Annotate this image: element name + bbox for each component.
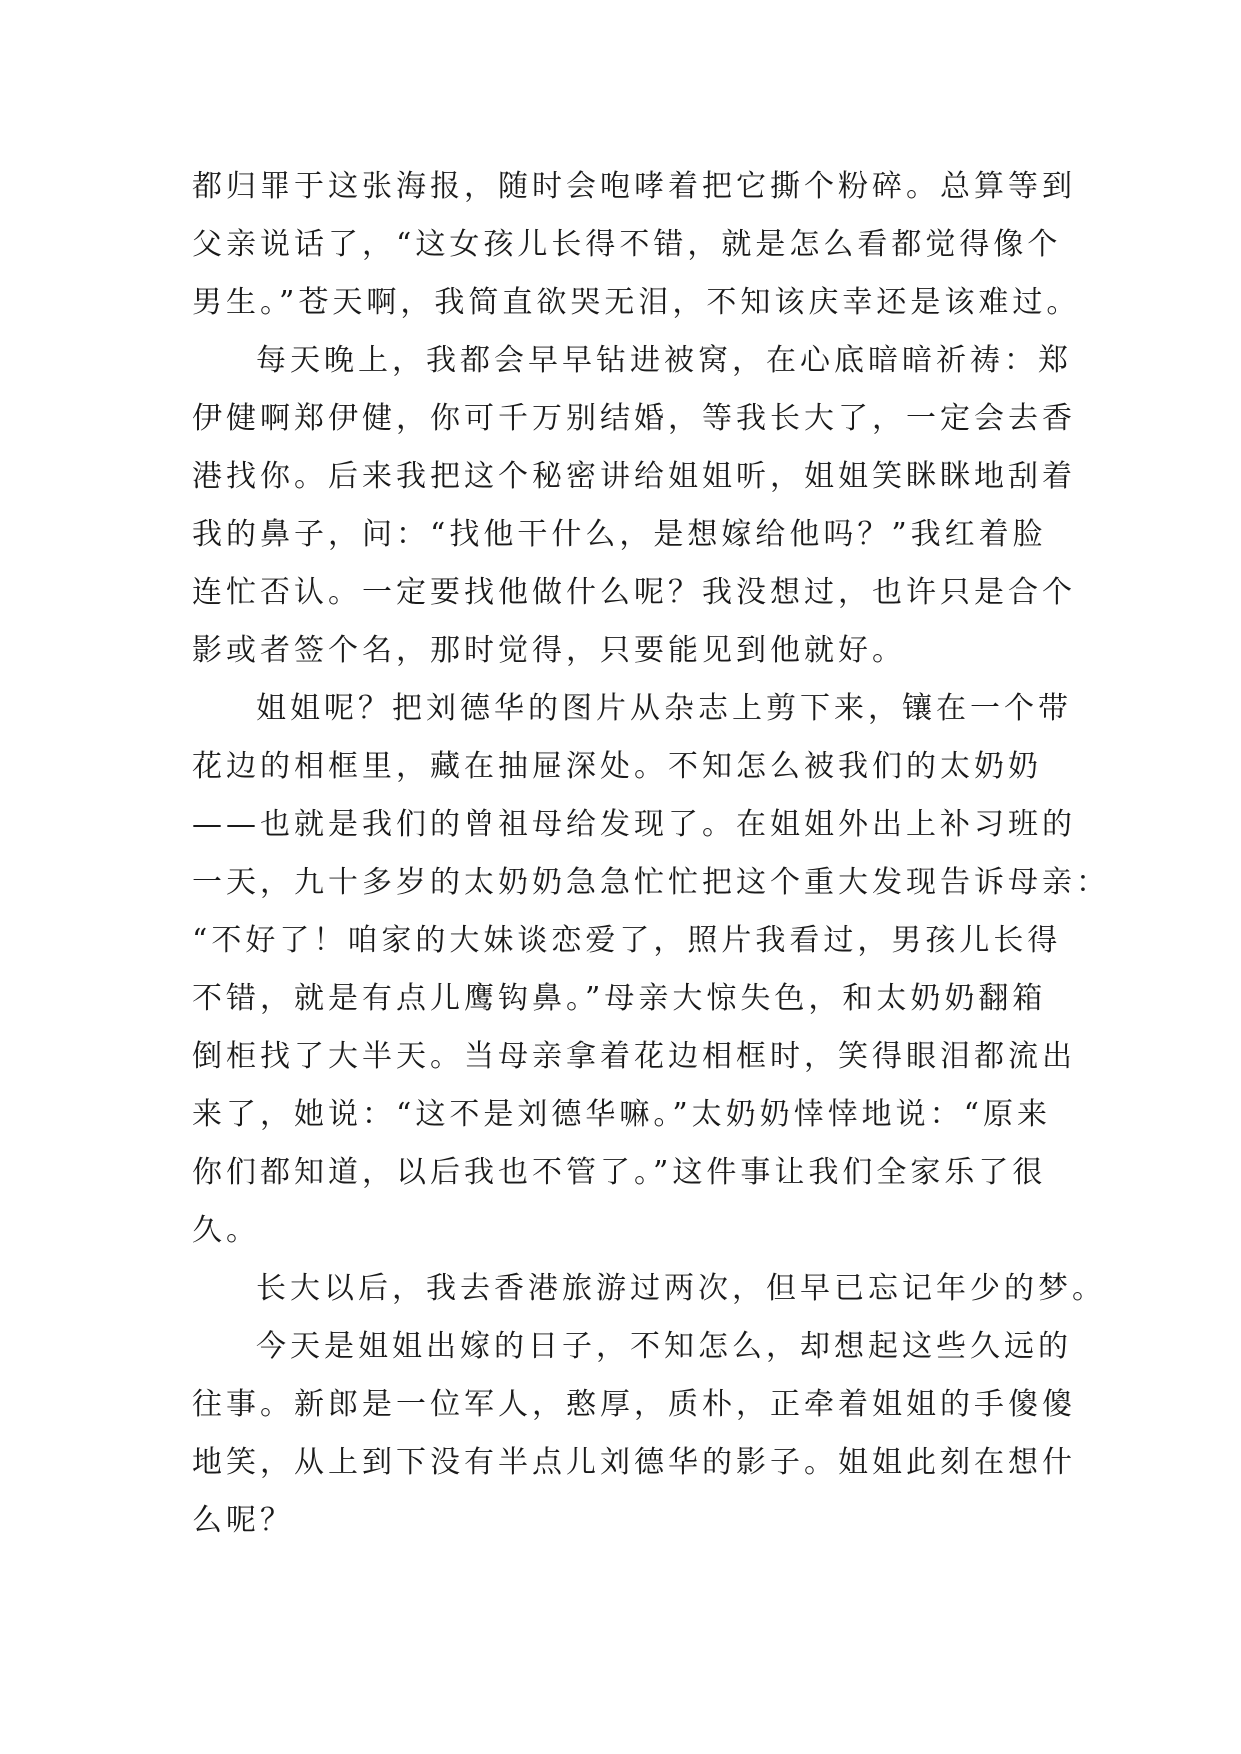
text-line: “不好了！咱家的大妹谈恋爱了，照片我看过，男孩儿长得 — [192, 923, 1062, 958]
text-line: 不错，就是有点儿鹰钩鼻。”母亲大惊失色，和太奶奶翻箱 — [192, 981, 1047, 1016]
text-line: 长大以后，我去香港旅游过两次，但早已忘记年少的梦。 — [256, 1271, 1106, 1306]
text-line: 男生。”苍天啊，我简直欲哭无泪，不知该庆幸还是该难过。 — [192, 285, 1081, 320]
text-line: 么呢？ — [192, 1503, 294, 1538]
text-line: 今天是姐姐出嫁的日子，不知怎么，却想起这些久远的 — [256, 1329, 1072, 1364]
text-line: 影或者签个名，那时觉得，只要能见到他就好。 — [192, 633, 906, 668]
text-line: 姐姐呢？把刘德华的图片从杂志上剪下来，镶在一个带 — [256, 691, 1072, 726]
body-text — [192, 158, 1110, 1550]
text-line: 倒柜找了大半天。当母亲拿着花边相框时，笑得眼泪都流出 — [192, 1039, 1076, 1074]
text-line: 来了，她说：“这不是刘德华嘛。”太奶奶悻悻地说：“原来 — [192, 1097, 1052, 1132]
text-line: 一天，九十多岁的太奶奶急急忙忙把这个重大发现告诉母亲： — [192, 865, 1110, 900]
text-line: ——也就是我们的曾祖母给发现了。在姐姐外出上补习班的 — [192, 807, 1076, 842]
text-line: 父亲说话了，“这女孩儿长得不错，就是怎么看都觉得像个 — [192, 227, 1062, 262]
text-line: 地笑，从上到下没有半点儿刘德华的影子。姐姐此刻在想什 — [192, 1445, 1076, 1480]
text-line: 你们都知道，以后我也不管了。”这件事让我们全家乐了很 — [192, 1155, 1047, 1190]
text-line: 连忙否认。一定要找他做什么呢？我没想过，也许只是合个 — [192, 575, 1076, 610]
text-line: 我的鼻子，问：“找他干什么，是想嫁给他吗？”我红着脸 — [192, 517, 1047, 552]
text-line: 久。 — [192, 1213, 260, 1248]
text-line: 都归罪于这张海报，随时会咆哮着把它撕个粉碎。总算等到 — [192, 169, 1076, 204]
text-line: 港找你。后来我把这个秘密讲给姐姐听，姐姐笑眯眯地刮着 — [192, 459, 1076, 494]
text-line: 每天晚上，我都会早早钻进被窝，在心底暗暗祈祷：郑 — [256, 343, 1072, 378]
text-line: 伊健啊郑伊健，你可千万别结婚，等我长大了，一定会去香 — [192, 401, 1076, 436]
text-line: 花边的相框里，藏在抽屉深处。不知怎么被我们的太奶奶 — [192, 749, 1042, 784]
text-line: 往事。新郎是一位军人，憨厚，质朴，正牵着姐姐的手傻傻 — [192, 1387, 1076, 1422]
